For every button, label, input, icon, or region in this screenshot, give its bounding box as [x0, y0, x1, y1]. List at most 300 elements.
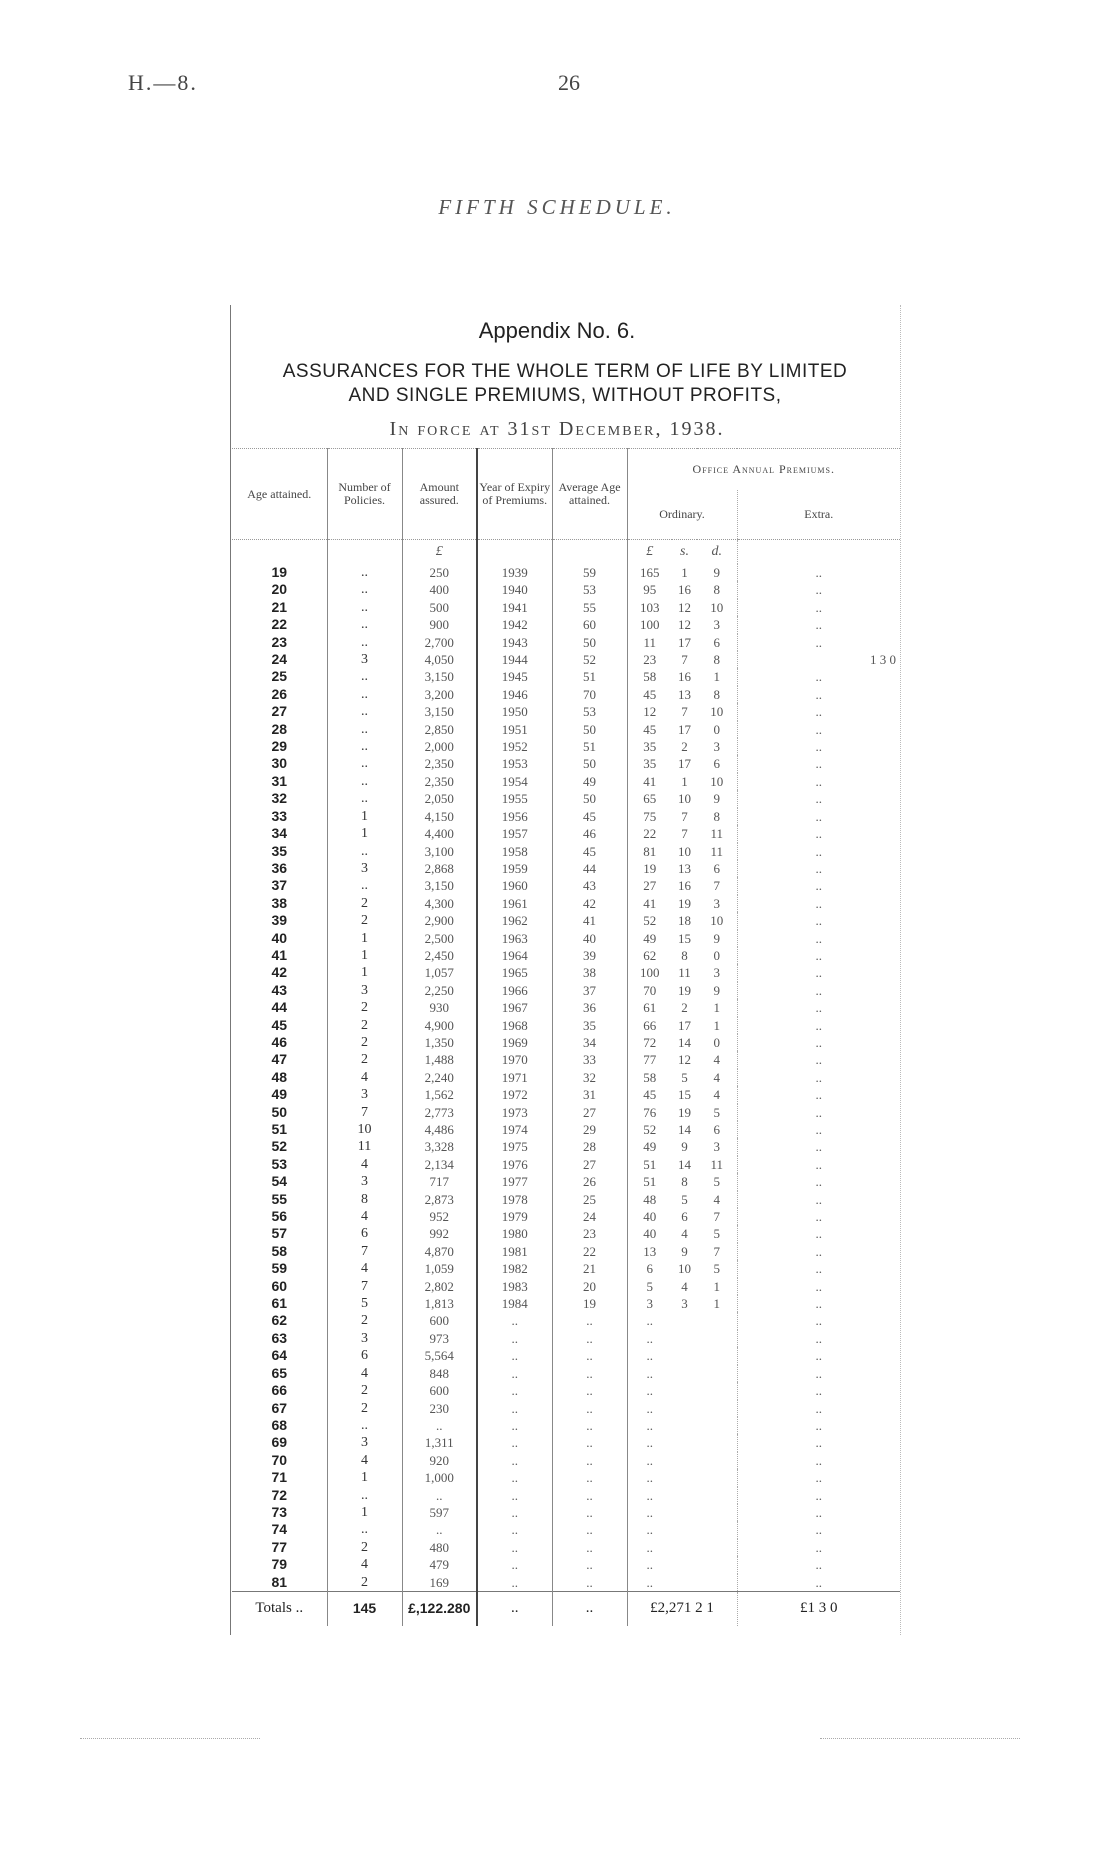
cell-expiry: 1944: [477, 651, 552, 668]
cell-ord-pounds: 23: [627, 651, 672, 668]
cell-age: 81: [271, 1573, 288, 1590]
cell-ord-pounds: 22: [627, 825, 672, 842]
cell-avg-age: ..: [552, 1504, 627, 1521]
cell-number: 3: [327, 1434, 402, 1451]
cell-age: 71: [271, 1469, 288, 1486]
cell-avg-age: ..: [552, 1487, 627, 1504]
cell-ord-shillings: 16: [678, 669, 691, 685]
cell-ord-pence: [697, 1434, 737, 1451]
cell-ord-pounds: 103: [627, 599, 672, 616]
cell-ord-shillings: 15: [678, 930, 691, 946]
cell-ord-pounds: 41: [627, 895, 672, 912]
cell-amount: 2,350: [402, 773, 477, 790]
cell-avg-age: ..: [552, 1347, 627, 1364]
cell-expiry: 1958: [477, 843, 552, 860]
unit-amount: £: [402, 540, 477, 565]
cell-number: 2: [327, 1400, 402, 1417]
cell-ord-shillings: 9: [681, 1243, 688, 1259]
cell-ord-pounds: 58: [627, 668, 672, 685]
table-row: [232, 1208, 900, 1225]
cell-ord-pence: 0: [713, 947, 720, 963]
col-header-amount: Amount assured.: [402, 449, 477, 540]
units-row: [232, 540, 900, 565]
totals-row: [232, 1591, 900, 1626]
col-header-number: Number of Policies.: [327, 449, 402, 540]
cell-ord-pounds: ..: [627, 1469, 672, 1486]
table-row: [232, 999, 900, 1016]
cell-amount: 1,311: [402, 1434, 477, 1451]
cell-expiry: 1977: [477, 1173, 552, 1190]
cell-age: 31: [271, 772, 288, 789]
cell-avg-age: ..: [552, 1521, 627, 1538]
cell-expiry: 1984: [477, 1295, 552, 1312]
cell-avg-age: 70: [552, 686, 627, 703]
cell-number: ..: [327, 843, 402, 860]
cell-extra: ..: [737, 843, 900, 860]
cell-extra: ..: [737, 1051, 900, 1068]
table-row: [232, 755, 900, 772]
cell-extra: ..: [737, 1278, 900, 1295]
cell-ord-shillings: 14: [678, 1156, 691, 1172]
cell-ord-pounds: 5: [627, 1278, 672, 1295]
cell-number: ..: [327, 877, 402, 894]
cell-expiry: 1965: [477, 964, 552, 981]
cell-ord-pence: 6: [713, 756, 720, 772]
cell-extra: ..: [737, 1156, 900, 1173]
cell-avg-age: 40: [552, 930, 627, 947]
cell-extra: ..: [737, 1017, 900, 1034]
cell-ord-pounds: 51: [627, 1156, 672, 1173]
cell-extra: ..: [737, 1138, 900, 1155]
cell-avg-age: 46: [552, 825, 627, 842]
cell-age: 49: [271, 1086, 288, 1103]
cell-ord-shillings: 5: [681, 1191, 688, 1207]
cell-expiry: ..: [477, 1574, 552, 1592]
cell-ord-pounds: 48: [627, 1191, 672, 1208]
cell-age: 63: [271, 1329, 288, 1346]
cell-ord-pence: 8: [713, 686, 720, 702]
table-row: [232, 651, 900, 668]
cell-ord-pounds: ..: [627, 1487, 672, 1504]
cell-ord-pounds: 95: [627, 581, 672, 598]
cell-avg-age: 52: [552, 651, 627, 668]
cell-extra: ..: [737, 1121, 900, 1138]
cell-number: ..: [327, 581, 402, 598]
cell-ord-pounds: ..: [627, 1556, 672, 1573]
cell-amount: 169: [402, 1574, 477, 1592]
table-row: [232, 1347, 900, 1364]
cell-number: 2: [327, 1034, 402, 1051]
cell-expiry: 1945: [477, 668, 552, 685]
cell-expiry: 1974: [477, 1121, 552, 1138]
cell-age: 64: [271, 1347, 288, 1364]
cell-number: 1: [327, 964, 402, 981]
cell-ord-shillings: 7: [681, 826, 688, 842]
cell-ord-shillings: 12: [678, 599, 691, 615]
cell-age: 24: [271, 651, 288, 668]
cell-number: ..: [327, 1487, 402, 1504]
cell-extra: ..: [737, 877, 900, 894]
cell-ord-shillings: 12: [678, 1052, 691, 1068]
table-row: [232, 1225, 900, 1242]
cell-age: 20: [271, 581, 288, 598]
table-row: [232, 738, 900, 755]
cell-expiry: 1941: [477, 599, 552, 616]
cell-avg-age: 59: [552, 564, 627, 581]
cell-amount: ..: [402, 1487, 477, 1504]
cell-ord-pounds: 52: [627, 1121, 672, 1138]
cell-extra: ..: [737, 808, 900, 825]
cell-expiry: ..: [477, 1382, 552, 1399]
table-row: [232, 721, 900, 738]
cell-ord-shillings: [672, 1417, 697, 1434]
cell-expiry: ..: [477, 1312, 552, 1329]
cell-age: 36: [271, 859, 288, 876]
cell-amount: 479: [402, 1556, 477, 1573]
cell-amount: 5,564: [402, 1347, 477, 1364]
cell-amount: 900: [402, 616, 477, 633]
cell-amount: 1,059: [402, 1260, 477, 1277]
footer-rule-left: [80, 1738, 260, 1739]
cell-ord-pounds: 100: [627, 964, 672, 981]
cell-amount: 2,050: [402, 790, 477, 807]
cell-age: 26: [271, 685, 288, 702]
col-header-ordinary: Ordinary.: [627, 490, 737, 540]
cell-ord-pounds: ..: [627, 1574, 672, 1592]
cell-number: 3: [327, 651, 402, 668]
cell-amount: 2,450: [402, 947, 477, 964]
cell-expiry: 1975: [477, 1138, 552, 1155]
cell-age: 59: [271, 1260, 288, 1277]
cell-ord-pounds: 19: [627, 860, 672, 877]
cell-ord-pence: 4: [713, 1052, 720, 1068]
cell-ord-pence: [697, 1574, 737, 1592]
cell-ord-shillings: 1: [681, 565, 688, 580]
cell-avg-age: ..: [552, 1382, 627, 1399]
cell-ord-pence: 1: [713, 1296, 720, 1312]
cell-number: ..: [327, 755, 402, 772]
cell-ord-shillings: [672, 1400, 697, 1417]
table-row: [232, 1487, 900, 1504]
cell-age: 68: [271, 1416, 288, 1433]
table-row: [232, 616, 900, 633]
cell-age: 79: [271, 1556, 288, 1573]
cell-avg-age: 34: [552, 1034, 627, 1051]
cell-ord-pence: [697, 1365, 737, 1382]
appendix-label: Appendix No. 6.: [478, 318, 636, 343]
cell-age: 72: [271, 1486, 288, 1503]
cell-age: 47: [271, 1051, 288, 1068]
cell-amount: 4,400: [402, 825, 477, 842]
cell-amount: 2,134: [402, 1156, 477, 1173]
cell-number: ..: [327, 790, 402, 807]
cell-age: 19: [271, 564, 288, 580]
cell-expiry: 1967: [477, 999, 552, 1016]
cell-expiry: 1970: [477, 1051, 552, 1068]
cell-ord-shillings: 3: [681, 1296, 688, 1312]
cell-extra: ..: [737, 825, 900, 842]
cell-avg-age: 27: [552, 1156, 627, 1173]
cell-ord-shillings: 13: [678, 686, 691, 702]
cell-ord-pence: 4: [713, 1069, 720, 1085]
cell-amount: 2,868: [402, 860, 477, 877]
col-header-office: Office Annual Premiums.: [627, 449, 900, 490]
cell-age: 73: [271, 1503, 288, 1520]
table-row: [232, 1069, 900, 1086]
cell-number: 3: [327, 1086, 402, 1103]
cell-avg-age: 50: [552, 634, 627, 651]
cell-ord-pence: 6: [713, 634, 720, 650]
cell-amount: 4,300: [402, 895, 477, 912]
cell-ord-shillings: 19: [678, 982, 691, 998]
cell-expiry: 1971: [477, 1069, 552, 1086]
cell-ord-pounds: 165: [627, 564, 672, 581]
cell-extra: ..: [737, 930, 900, 947]
cell-ord-shillings: 13: [678, 860, 691, 876]
cell-age: 40: [271, 929, 288, 946]
cell-ord-shillings: 9: [681, 1139, 688, 1155]
table-row: [232, 1330, 900, 1347]
cell-ord-pence: 1: [713, 669, 720, 685]
cell-ord-shillings: 10: [678, 791, 691, 807]
cell-ord-pence: [697, 1521, 737, 1538]
cell-age: 23: [271, 633, 288, 650]
cell-ord-shillings: 4: [681, 1278, 688, 1294]
cell-ord-pence: 11: [710, 826, 724, 842]
cell-age: 77: [271, 1538, 288, 1555]
cell-amount: 2,873: [402, 1191, 477, 1208]
table-row: [232, 599, 900, 616]
totals-number: 145: [327, 1591, 402, 1626]
cell-avg-age: 27: [552, 1104, 627, 1121]
cell-number: 8: [327, 1191, 402, 1208]
cell-ord-pounds: ..: [627, 1330, 672, 1347]
cell-amount: 400: [402, 581, 477, 598]
cell-avg-age: 53: [552, 703, 627, 720]
cell-extra: ..: [737, 703, 900, 720]
cell-age: 25: [271, 668, 288, 685]
cell-number: 4: [327, 1365, 402, 1382]
cell-number: 11: [327, 1138, 402, 1155]
cell-ord-pence: 0: [713, 721, 720, 737]
cell-ord-pounds: ..: [627, 1365, 672, 1382]
cell-ord-pence: [697, 1417, 737, 1434]
cell-avg-age: ..: [552, 1539, 627, 1556]
cell-amount: 4,900: [402, 1017, 477, 1034]
cell-expiry: 1957: [477, 825, 552, 842]
cell-ord-shillings: [672, 1556, 697, 1573]
cell-amount: 848: [402, 1365, 477, 1382]
cell-amount: 2,000: [402, 738, 477, 755]
cell-extra: ..: [737, 1347, 900, 1364]
cell-ord-pence: 8: [713, 582, 720, 598]
cell-ord-pence: 5: [713, 1226, 720, 1242]
cell-age: 48: [271, 1068, 288, 1085]
cell-number: 5: [327, 1295, 402, 1312]
table-row: [232, 1521, 900, 1538]
cell-number: 10: [327, 1121, 402, 1138]
cell-amount: 952: [402, 1208, 477, 1225]
cell-avg-age: 37: [552, 982, 627, 999]
cell-number: 2: [327, 1017, 402, 1034]
cell-ord-shillings: [672, 1504, 697, 1521]
cell-avg-age: 44: [552, 860, 627, 877]
cell-extra: ..: [737, 860, 900, 877]
cell-extra: ..: [737, 1434, 900, 1451]
cell-avg-age: 49: [552, 773, 627, 790]
cell-amount: 2,250: [402, 982, 477, 999]
cell-ord-pence: 9: [713, 791, 720, 807]
cell-age: 60: [271, 1277, 288, 1294]
cell-extra: ..: [737, 790, 900, 807]
cell-ord-pence: 1: [713, 1017, 720, 1033]
cell-number: ..: [327, 721, 402, 738]
cell-amount: 2,802: [402, 1278, 477, 1295]
table-row: [232, 581, 900, 598]
cell-ord-shillings: 18: [678, 913, 691, 929]
cell-avg-age: 24: [552, 1208, 627, 1225]
cell-ord-pounds: ..: [627, 1400, 672, 1417]
cell-expiry: 1969: [477, 1034, 552, 1051]
cell-age: 61: [271, 1295, 288, 1312]
cell-ord-pounds: ..: [627, 1521, 672, 1538]
cell-expiry: 1954: [477, 773, 552, 790]
cell-age: 56: [271, 1208, 288, 1225]
col-header-extra: Extra.: [737, 490, 900, 540]
cell-amount: 2,700: [402, 634, 477, 651]
totals-ordinary: £2,271 2 1: [627, 1591, 737, 1626]
cell-ord-pence: [697, 1312, 737, 1329]
cell-amount: 717: [402, 1173, 477, 1190]
cell-ord-pence: 8: [713, 652, 720, 668]
cell-ord-shillings: 10: [678, 843, 691, 859]
cell-ord-pence: 10: [710, 913, 724, 929]
cell-ord-shillings: 11: [678, 965, 691, 981]
cell-expiry: 1976: [477, 1156, 552, 1173]
unit-pence: d.: [711, 544, 722, 560]
cell-amount: 3,328: [402, 1138, 477, 1155]
cell-amount: 2,773: [402, 1104, 477, 1121]
cell-expiry: 1953: [477, 755, 552, 772]
cell-expiry: 1973: [477, 1104, 552, 1121]
cell-number: ..: [327, 1521, 402, 1538]
col-header-avg-age: Average Age attained.: [552, 449, 627, 540]
cell-age: 55: [271, 1190, 288, 1207]
cell-expiry: 1983: [477, 1278, 552, 1295]
totals-expiry: ..: [477, 1591, 552, 1626]
cell-ord-pence: [697, 1400, 737, 1417]
cell-ord-shillings: [672, 1452, 697, 1469]
cell-number: ..: [327, 703, 402, 720]
cell-number: 2: [327, 1382, 402, 1399]
cell-extra: ..: [737, 1069, 900, 1086]
table-row: [232, 790, 900, 807]
cell-number: 2: [327, 912, 402, 929]
cell-ord-pounds: 27: [627, 877, 672, 894]
cell-expiry: 1942: [477, 616, 552, 633]
cell-extra: ..: [737, 1173, 900, 1190]
cell-age: 34: [271, 825, 288, 842]
title-line-2: AND SINGLE PREMIUMS, WITHOUT PROFITS,: [348, 385, 782, 406]
cell-number: ..: [327, 773, 402, 790]
cell-amount: 3,150: [402, 668, 477, 685]
cell-number: 1: [327, 1469, 402, 1486]
cell-ord-pence: 8: [713, 808, 720, 824]
cell-expiry: ..: [477, 1330, 552, 1347]
table-row: [232, 1417, 900, 1434]
cell-age: 39: [271, 912, 288, 929]
cell-extra: ..: [737, 947, 900, 964]
cell-avg-age: 41: [552, 912, 627, 929]
cell-number: 1: [327, 825, 402, 842]
cell-amount: 597: [402, 1504, 477, 1521]
cell-amount: 930: [402, 999, 477, 1016]
table-row: [232, 1469, 900, 1486]
cell-expiry: 1968: [477, 1017, 552, 1034]
cell-ord-pounds: 49: [627, 1138, 672, 1155]
cell-avg-age: 55: [552, 599, 627, 616]
cell-ord-pounds: ..: [627, 1312, 672, 1329]
cell-ord-pounds: 45: [627, 686, 672, 703]
table-row: [232, 1539, 900, 1556]
cell-amount: 230: [402, 1400, 477, 1417]
table-body: [232, 540, 900, 1592]
cell-avg-age: ..: [552, 1452, 627, 1469]
cell-ord-pence: 10: [710, 773, 724, 789]
cell-amount: ..: [402, 1521, 477, 1538]
cell-ord-shillings: 1: [681, 773, 688, 789]
table-row: [232, 912, 900, 929]
cell-amount: 2,900: [402, 912, 477, 929]
cell-amount: 1,350: [402, 1034, 477, 1051]
cell-expiry: 1960: [477, 877, 552, 894]
totals-extra: £1 3 0: [737, 1591, 900, 1626]
cell-expiry: 1946: [477, 686, 552, 703]
table-row: [232, 860, 900, 877]
cell-ord-pounds: 49: [627, 930, 672, 947]
cell-ord-pounds: ..: [627, 1452, 672, 1469]
cell-avg-age: ..: [552, 1417, 627, 1434]
cell-age: 62: [271, 1312, 288, 1329]
cell-ord-shillings: [672, 1312, 697, 1329]
cell-number: 2: [327, 1539, 402, 1556]
cell-avg-age: 32: [552, 1069, 627, 1086]
cell-amount: 4,870: [402, 1243, 477, 1260]
cell-amount: 973: [402, 1330, 477, 1347]
table-row: [232, 947, 900, 964]
table-row: [232, 686, 900, 703]
cell-extra: ..: [737, 721, 900, 738]
cell-ord-shillings: 7: [681, 808, 688, 824]
cell-amount: 4,050: [402, 651, 477, 668]
cell-avg-age: 28: [552, 1138, 627, 1155]
cell-extra: ..: [737, 1295, 900, 1312]
cell-avg-age: 51: [552, 738, 627, 755]
cell-ord-pence: 7: [713, 878, 720, 894]
cell-number: 3: [327, 1173, 402, 1190]
totals-label: Totals ..: [232, 1591, 327, 1626]
table-row: [232, 1191, 900, 1208]
cell-avg-age: 19: [552, 1295, 627, 1312]
cell-avg-age: 42: [552, 895, 627, 912]
cell-ord-pence: 5: [713, 1261, 720, 1277]
cell-age: 67: [271, 1399, 288, 1416]
cell-age: 45: [271, 1016, 288, 1033]
cell-amount: 4,150: [402, 808, 477, 825]
cell-extra: ..: [737, 1330, 900, 1347]
cell-extra: ..: [737, 1469, 900, 1486]
cell-ord-pence: [697, 1556, 737, 1573]
